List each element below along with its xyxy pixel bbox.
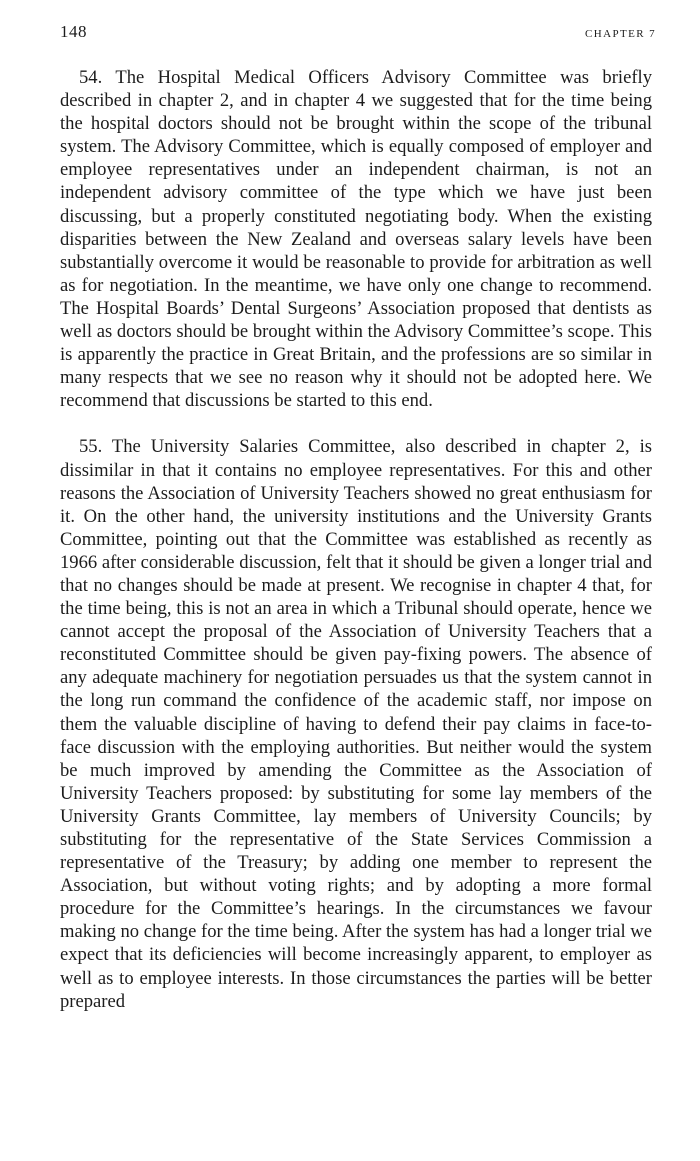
paragraph-55: 55. The University Salaries Committee, also described in chapter 2, is dissimilar in that it contains no employee representatives. For this and other reasons the Association of University Teachers showed no great enthusiasm for it. On the other hand, the university institutions and the University Grants Committee, pointing out that the Committee was established as recently as 1966 after considerable discussion, felt that it should be given a longer trial and that no changes should be made at present. We recognise in chapter 4 that, for the time being, this is not an area in which a Tribunal should operate, hence we cannot accept the proposal of the Association of University Teachers that a reconstituted Committee should be given pay-fixing powers. The absence of any adequate machinery for negotiation persuades us that the system cannot in the long run command the confidence of the academic staff, nor impose on them the valuable discipline of having to defend their pay claims in face-to-face discussion with the employing authorities. But neither would the system be much improved by amending the Committee as the Association of University Teachers proposed: by substituting for some lay members of the University Grants Committee, lay members of University Councils; by substituting for the representative of the State Services Commission a representative of the Treasury; by adding one member to represent the Association, but without voting rights; and by adopting a more formal procedure for the Committee’s hearings. In the circumstances we favour making no change for the time being. After the system has had a longer trial we expect that its deficiencies will become increasingly apparent, to employer as well as to employee interests. In those circumstances the parties will be better prepared <box>60 436 652 1012</box>
page-number: 148 <box>60 22 87 41</box>
running-header <box>60 22 656 50</box>
paragraph-54: 54. The Hospital Medical Officers Advisory Committee was briefly described in chapter 2, and in chapter 4 we suggested that for the time being the hospital doctors should not be brought within the scope of the tribunal system. The Advisory Committee, which is equally composed of employer and employee representatives under an independent chairman, is not an independent advisory committee of the type which we have just been discussing, but a properly constituted negotiating body. When the existing disparities between the New Zealand and overseas salary levels have been substantially overcome it would be reasonable to provide for arbitration as well as for negotiation. In the meantime, we have only one change to recommend. The Hospital Boards’ Dental Surgeons’ Association proposed that dentists as well as doctors should be brought within the Advisory Committee’s scope. This is apparently the practice in Great Britain, and the professions are so similar in many respects that we see no reason why it should not be adopted here. We recommend that discussions be started to this end. <box>60 67 652 412</box>
chapter-heading: CHAPTER 7 <box>585 28 656 40</box>
book-page <box>60 22 656 1013</box>
